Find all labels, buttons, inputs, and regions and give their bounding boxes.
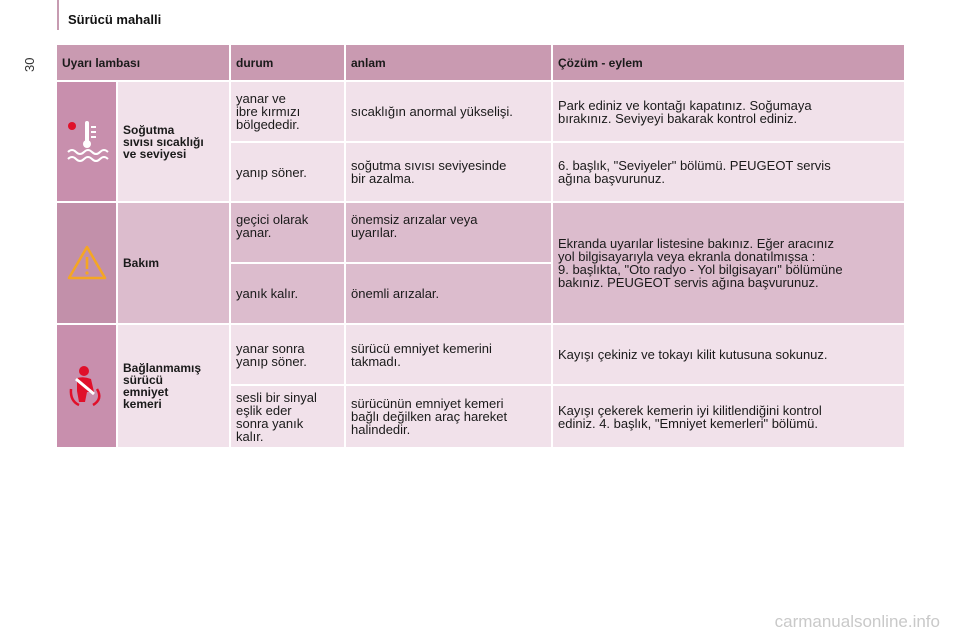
warning-triangle-icon xyxy=(67,245,107,281)
maintenance-action: Ekranda uyarılar listesine bakınız. Eğer aracınız yol bilgisayarıyla veya ekranla donatılmışsa : 9. başlıkta, "Oto radyo - Yol bilgisayarı" bölümüne bakınız. PEUGEOT servis ağına başvurunuz. xyxy=(553,203,904,323)
coolant-meaning-1: sıcaklığın anormal yükselişi. xyxy=(346,82,551,141)
maintenance-meaning-2: önemli arızalar. xyxy=(346,264,551,323)
maintenance-icon-cell xyxy=(57,203,116,323)
warning-lights-table xyxy=(57,45,904,447)
section-marker-bar xyxy=(57,0,59,30)
seatbelt-meaning-1: sürücü emniyet kemerini takmadı. xyxy=(346,325,551,384)
seatbelt-light-name: Bağlanmamış sürücü emniyet kemeri xyxy=(118,325,229,447)
coolant-status-1: yanar ve ibre kırmızı bölgededir. xyxy=(231,82,344,141)
coolant-icon-cell xyxy=(57,82,116,201)
seatbelt-status-1: yanar sonra yanıp söner. xyxy=(231,325,344,384)
coolant-action-1: Park ediniz ve kontağı kapatınız. Soğumaya bırakınız. Seviyeyi bakarak kontrol ediniz. xyxy=(553,82,904,141)
maintenance-meaning-1: önemsiz arızalar veya uyarılar. xyxy=(346,203,551,262)
section-title: Sürücü mahalli xyxy=(68,12,162,27)
header-warning-light: Uyarı lambası xyxy=(57,45,229,80)
seatbelt-meaning-2: sürücünün emniyet kemeri bağlı değilken araç hareket halindedir. xyxy=(346,386,551,447)
header-meaning: anlam xyxy=(346,45,551,80)
header-status: durum xyxy=(231,45,344,80)
coolant-status-2: yanıp söner. xyxy=(231,143,344,201)
seatbelt-action-2: Kayışı çekerek kemerin iyi kilitlendiğini kontrol ediniz. 4. başlık, "Emniyet kemerleri" bölümü. xyxy=(553,386,904,447)
maintenance-status-1: geçici olarak yanar. xyxy=(231,203,344,262)
coolant-meaning-2: soğutma sıvısı seviyesinde bir azalma. xyxy=(346,143,551,201)
coolant-light-name: Soğutma sıvısı sıcaklığı ve seviyesi xyxy=(118,82,229,201)
watermark-text: carmanualsonline.info xyxy=(774,612,940,631)
header-action: Çözüm - eylem xyxy=(553,45,904,80)
coolant-temperature-icon xyxy=(64,119,110,165)
seatbelt-icon-cell xyxy=(57,325,116,447)
maintenance-light-name: Bakım xyxy=(118,203,229,323)
seatbelt-icon xyxy=(67,365,107,407)
coolant-action-2: 6. başlık, "Seviyeler" bölümü. PEUGEOT servis ağına başvurunuz. xyxy=(553,143,904,201)
maintenance-status-2: yanık kalır. xyxy=(231,264,344,323)
page-number: 30 xyxy=(22,57,37,72)
seatbelt-action-1: Kayışı çekiniz ve tokayı kilit kutusuna sokunuz. xyxy=(553,325,904,384)
seatbelt-status-2: sesli bir sinyal eşlik eder sonra yanık kalır. xyxy=(231,386,344,447)
